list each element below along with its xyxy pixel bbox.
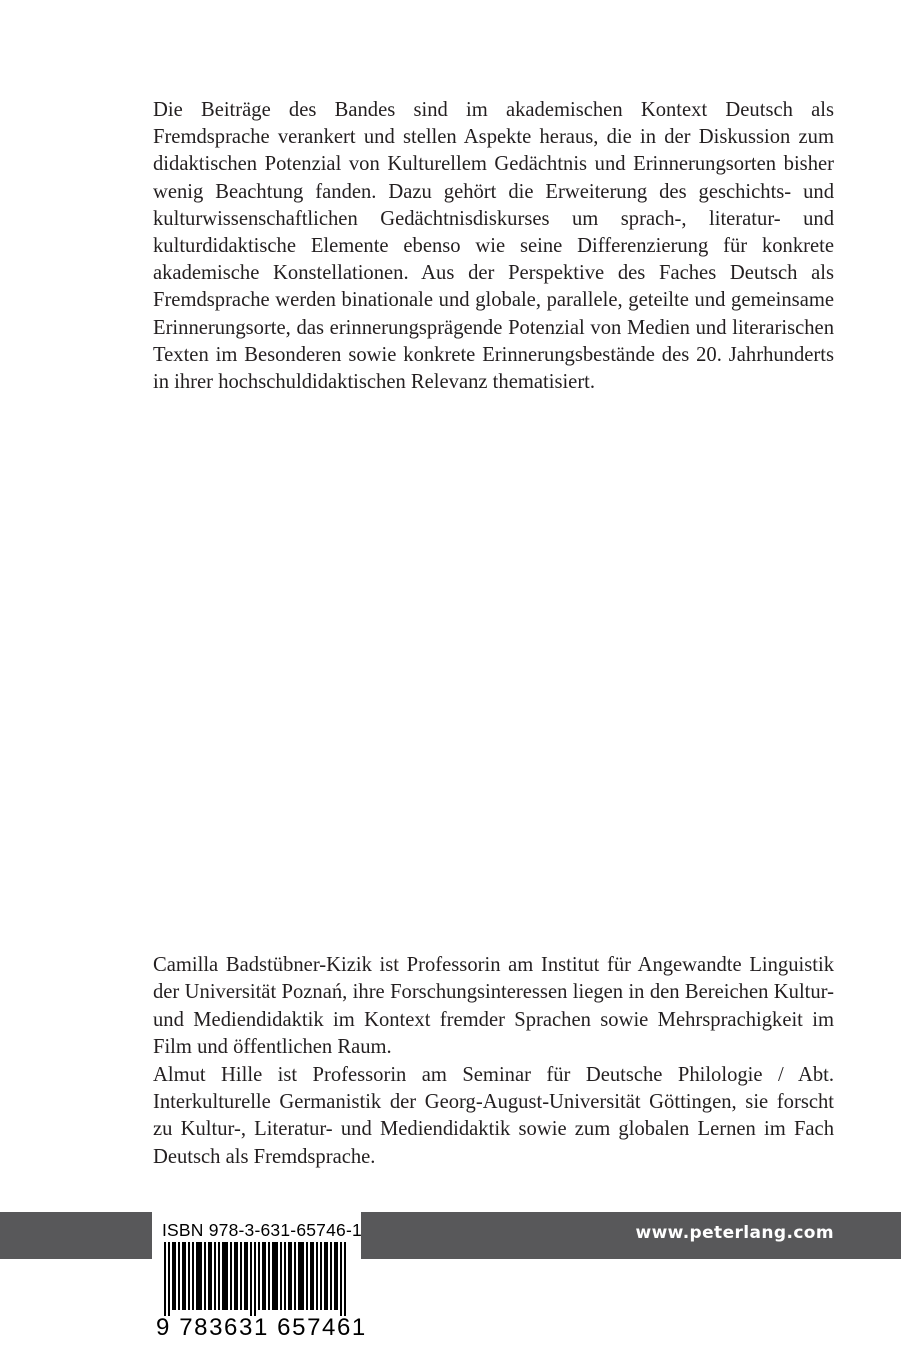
barcode-digits: 9 783631 657461 <box>156 1314 367 1341</box>
publisher-website[interactable]: www.peterlang.com <box>635 1223 834 1243</box>
footer-band-right <box>361 1212 901 1259</box>
blurb-paragraph: Die Beiträge des Bandes sind im akademischen Kontext Deutsch als Fremdsprache verankert und stellen Aspekte heraus, die in der Diskussion zum didaktischen Potenzial von Kulturellem Gedächtnis und Erinnerungsorten bisher wenig Beachtung fanden. Dazu gehört die Erweiterung des geschichts- und kulturwissenschaftlichen Gedächtnisdiskurses um sprach-, literatur- und kulturdidaktische Elemente ebenso wie seine Differenzierung für konkrete akademische Konstellationen. Aus der Perspektive des Faches Deutsch als Fremdsprache werden binationale und globale, parallele, geteilte und gemeinsame Erinnerungsorte, das erinnerungsprägende Potenzial von Medien und literarischen Texten im Besonderen sowie konkrete Erinnerungsbestände des 20. Jahrhunderts in ihrer hochschuldidaktischen Relevanz thematisiert. <box>153 99 834 394</box>
author-bios <box>153 952 834 1171</box>
footer-band <box>0 1212 901 1259</box>
barcode-panel <box>152 1212 367 1347</box>
blurb-section <box>153 97 834 396</box>
author-bio-hille: Almut Hille ist Professorin am Seminar für Deutsche Philologie / Abt. Interkulturelle Germanistik der Georg-August-Universität Göttingen, sie forscht zu Kultur-, Literatur- und Mediendidaktik sowie zum globalen Lernen im Fach Deutsch als Fremdsprache. <box>153 1063 834 1168</box>
barcode-icon <box>156 1242 356 1316</box>
footer-band-left <box>0 1212 152 1259</box>
author-bio-badstuebner: Camilla Badstübner-Kizik ist Professorin am Institut für Angewandte Linguistik der Universität Poznań, ihre Forschungsinteressen liegen in den Bereichen Kultur- und Mediendidaktik im Kontext fremder Sprachen sowie Mehrsprachigkeit im Film und öffentlichen Raum. <box>153 954 834 1059</box>
isbn-label: ISBN 978-3-631-65746-1 <box>162 1220 362 1240</box>
